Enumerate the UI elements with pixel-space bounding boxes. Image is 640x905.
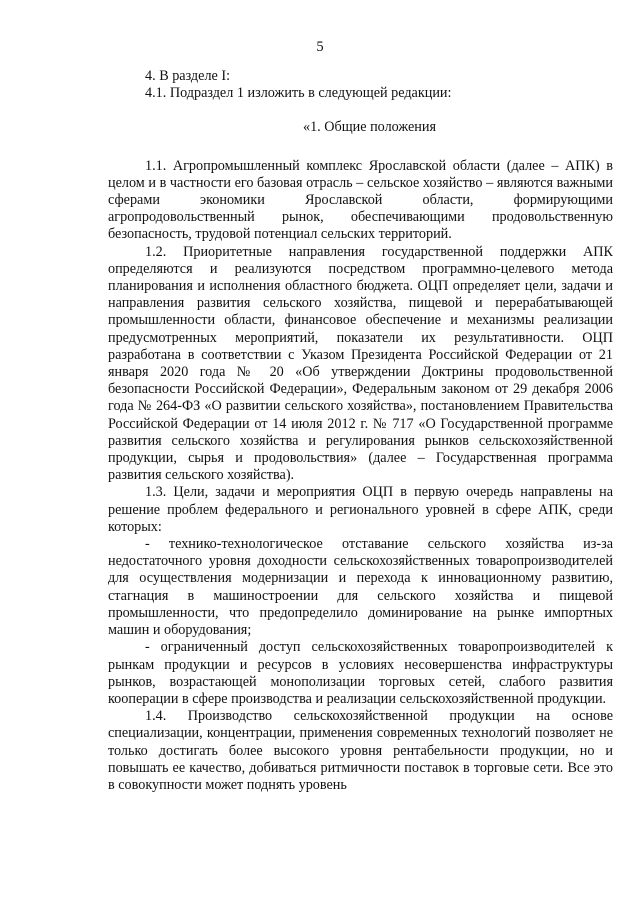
intro-item-4-1: 4.1. Подраздел 1 изложить в следующей редакции: [145,85,452,102]
bullet-item-2: - ограниченный доступ сельскохозяйственных товаропроизводителей к рынкам продукции и ресурсов в условиях несовершенства инфраструктуры рынков, возрастающей монополизации торговых сетей, слабого развития кооперации в сфере производства и реализации сельскохозяйственной продукции. [108,639,613,707]
paragraph-1-2: 1.2. Приоритетные направления государственной поддержки АПК определяются и реализуются посредством программно-целевого метода планирования и исполнения областного бюджета. ОЦП определяет цели, задачи и направления развития сельского хозяйства, пищевой и перерабатывающей промышленности области, финансовое обеспечение и механизмы реализации предусмотренных мероприятий, показатели их результативности. ОЦП разработана в соответствии с Указом Президента Российской Федерации от 21 января 2020 года № 20 «Об утверждении Доктрины продовольственной безопасности Российской Федерации», Федеральным законом от 29 декабря 2006 года № 264-ФЗ «О развитии сельского хозяйства», постановлением Правительства Российской Федерации от 14 июля 2012 г. № 717 «О Государственной программе развития сельского хозяйства и регулирования рынков сельскохозяйственной продукции, сырья и продовольствия» (далее – Государственная программа развития сельского хозяйства). [108,243,613,484]
spacer [108,137,613,158]
spacer [108,102,613,119]
paragraph-1-1: 1.1. Агропромышленный комплекс Ярославской области (далее – АПК) в целом и в частности его базовая отрасль – сельское хозяйство – являются важными сферами экономики Ярославской области, формирующими агропродовольственный рынок, обеспечивающими продовольственную безопасность, трудовой потенциал сельских территорий. [108,157,613,243]
page-number: 5 [316,39,324,55]
section-heading: «1. Общие положения [302,119,437,136]
document-body [108,68,613,794]
paragraph-1-3: 1.3. Цели, задачи и мероприятия ОЦП в первую очередь направлены на решение проблем федерального и регионального уровней в сфере АПК, среди которых: [108,484,613,535]
paragraph-1-4: 1.4. Производство сельскохозяйственной продукции на основе специализации, концентрации, применения современных технологий позволяет не только достигать более высокого уровня рентабельности продукции, но и повышать ее качество, добиваться ритмичности поставок в торговые сети. Все это в совокупности может поднять уровень [108,708,613,793]
bullet-item-1: - технико-технологическое отставание сельского хозяйства из-за недостаточного уровня доходности сельскохозяйственных товаропроизводителей для осуществления модернизации и перехода к инновационному развитию, стагнация в машиностроении для сельского хозяйства и пищевой промышленности, что предопределило доминирование на рынке импортных машин и оборудования; [108,536,613,639]
intro-item-4: 4. В разделе I: [145,68,231,84]
